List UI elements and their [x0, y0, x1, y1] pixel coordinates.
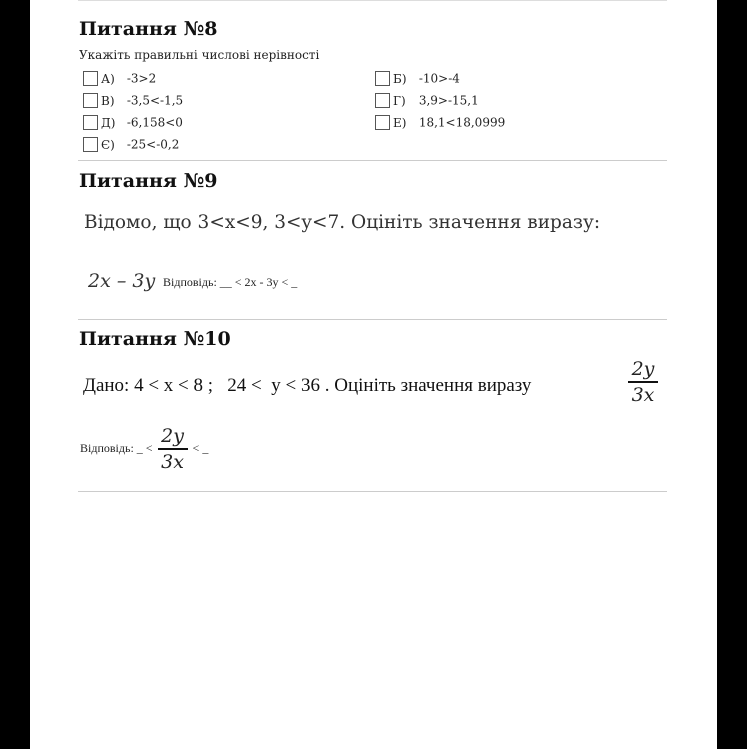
checkbox[interactable]: [83, 137, 98, 152]
document-page: [30, 0, 717, 749]
question-9-statement: Відомо, що 3<x<9, 3<y<7. Оцініть значення виразу:: [84, 212, 601, 233]
checkbox[interactable]: [83, 115, 98, 130]
option-ye[interactable]: Є) -25<-0,2: [83, 137, 179, 152]
option-v[interactable]: В) -3,5<-1,5: [83, 93, 183, 108]
question-9-title: Питання №9: [79, 170, 218, 192]
denominator: 3x: [161, 450, 184, 473]
option-b[interactable]: Б) -10>-4: [375, 71, 460, 86]
question-10-statement: Дано: 4 < x < 8 ; 24 < y < 36 . Оцініть значення виразу: [83, 375, 532, 396]
divider: [78, 491, 667, 492]
question-10-title: Питання №10: [79, 328, 231, 350]
divider: [78, 160, 667, 161]
option-d[interactable]: Д) -6,158<0: [83, 115, 183, 130]
question-9-expression: 2x – 3y: [88, 270, 156, 292]
checkbox[interactable]: [375, 93, 390, 108]
question-10-answer[interactable]: [80, 424, 208, 474]
option-a[interactable]: А) -3>2: [83, 71, 156, 86]
numerator: 2y: [631, 358, 655, 380]
question-9-answer[interactable]: Відповідь: __ < 2x - 3y < _: [163, 275, 298, 289]
numerator: 2y: [161, 425, 184, 447]
option-h[interactable]: Г) 3,9>-15,1: [375, 93, 479, 108]
divider: [78, 0, 667, 1]
checkbox[interactable]: [83, 71, 98, 86]
question-8-title: Питання №8: [79, 18, 218, 40]
answer-prefix: Відповідь: _ <: [80, 441, 153, 456]
option-e[interactable]: Е) 18,1<18,0999: [375, 115, 505, 130]
question-10-fraction: [628, 357, 658, 407]
checkbox[interactable]: [375, 71, 390, 86]
checkbox[interactable]: [375, 115, 390, 130]
question-8-prompt: Укажіть правильні числові нерівності: [79, 48, 320, 62]
denominator: 3x: [631, 383, 655, 406]
answer-suffix: < _: [192, 441, 209, 456]
divider: [78, 319, 667, 320]
checkbox[interactable]: [83, 93, 98, 108]
